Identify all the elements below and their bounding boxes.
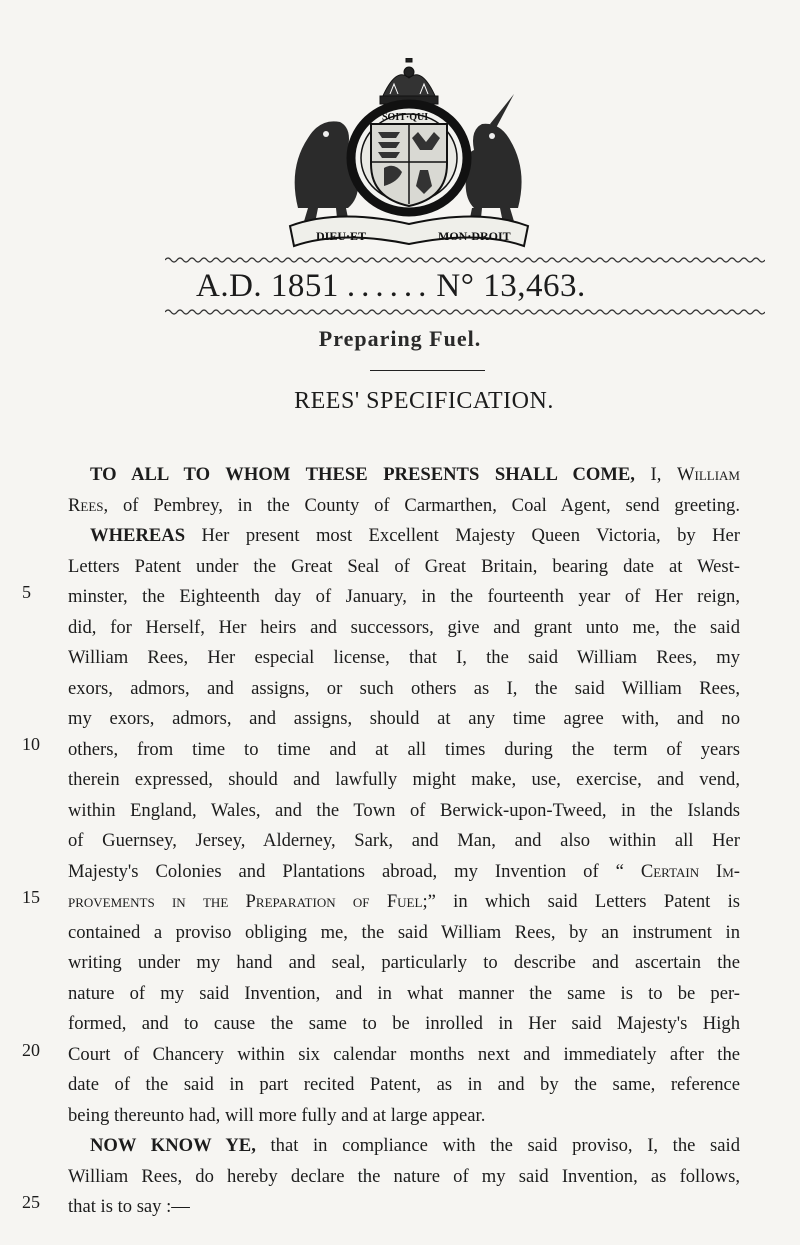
- body-line: NOW KNOW YE, that in compliance with the said proviso, I, the said: [90, 1135, 740, 1156]
- specification-title: REES' SPECIFICATION.: [294, 388, 554, 414]
- wavy-rule-bottom: [165, 304, 765, 314]
- body-line: contained a proviso obliging me, the said William Rees, by an instrument in: [68, 921, 740, 943]
- body-line: formed, and to cause the same to be inrolled in Her said Majesty's High: [68, 1013, 740, 1034]
- patent-number: N° 13,463.: [436, 268, 586, 304]
- specification-body: [68, 460, 740, 1223]
- body-line: of Guernsey, Jersey, Alderney, Sark, and Man, and also within all Her: [68, 830, 740, 851]
- garter-text: SOIT·QUI: [382, 112, 429, 123]
- body-line: WHEREAS Her present most Excellent Majesty Queen Victoria, by Her: [90, 525, 740, 546]
- body-line: being thereunto had, will more fully and at large appear.: [68, 1104, 486, 1126]
- body-line: did, for Herself, Her heirs and successors, give and grant unto me, the said: [68, 616, 740, 638]
- body-line: minster, the Eighteenth day of January, in the fourteenth year of Her reign,: [68, 586, 740, 607]
- body-line: Letters Patent under the Great Seal of Great Britain, bearing date at West-: [68, 555, 740, 577]
- body-line: writing under my hand and seal, particularly to describe and ascertain the: [68, 952, 740, 973]
- body-line: exors, admors, and assigns, or such others as I, the said William Rees,: [68, 677, 740, 699]
- body-line: TO ALL TO WHOM THESE PRESENTS SHALL COME, I, William: [90, 464, 740, 485]
- body-line: date of the said in part recited Patent, as in and by the same, reference: [68, 1074, 740, 1095]
- line-number: 20: [22, 1040, 40, 1060]
- whereas-bold: WHEREAS: [90, 525, 186, 546]
- motto-right-text: MON·DROIT: [438, 229, 511, 243]
- body-line: Court of Chancery within six calendar months next and immediately after the: [68, 1043, 740, 1065]
- line-number: 5: [22, 582, 31, 602]
- body-line: provements in the Preparation of Fuel;” in which said Letters Patent is: [68, 891, 740, 912]
- body-line: others, from time to time and at all times during the term of years: [68, 738, 740, 760]
- opening-bold: TO ALL TO WHOM THESE PRESENTS SHALL COME,: [90, 464, 635, 485]
- body-line: within England, Wales, and the Town of Berwick-upon-Tweed, in the Islands: [68, 799, 740, 821]
- body-line: William Rees, do hereby declare the nature of my said Invention, as follows,: [68, 1165, 740, 1187]
- body-line: Majesty's Colonies and Plantations abroad, my Invention of “ Certain Im-: [68, 860, 740, 882]
- wavy-rule-top: [165, 252, 765, 262]
- invention-title: Certain Im-: [640, 860, 740, 882]
- subject-heading: Preparing Fuel.: [318, 326, 482, 351]
- royal-arms-emblem: [278, 58, 540, 250]
- motto-left-text: DIEU·ET: [316, 229, 367, 243]
- body-line: that is to say :—: [68, 1196, 190, 1217]
- patent-number-line: [196, 268, 756, 305]
- leader-dots: ......: [346, 268, 433, 304]
- patent-year: A.D. 1851: [196, 268, 339, 304]
- body-line: Rees, of Pembrey, in the County of Carmarthen, Coal Agent, send greeting.: [68, 494, 740, 516]
- body-line: my exors, admors, and assigns, should at any time agree with, and no: [68, 708, 740, 729]
- line-number: 10: [22, 734, 40, 754]
- short-rule: [370, 370, 485, 371]
- body-line: nature of my said Invention, and in what manner the same is to be per-: [68, 982, 740, 1004]
- invention-title-cont: provements in the Preparation of Fuel: [68, 891, 423, 912]
- line-number: 15: [22, 887, 40, 907]
- body-line: therein expressed, should and lawfully might make, use, exercise, and vend,: [68, 769, 740, 790]
- now-know-ye-bold: NOW KNOW YE,: [90, 1135, 256, 1156]
- body-line: William Rees, Her especial license, that I, the said William Rees, my: [68, 647, 740, 668]
- line-number: 25: [22, 1192, 40, 1212]
